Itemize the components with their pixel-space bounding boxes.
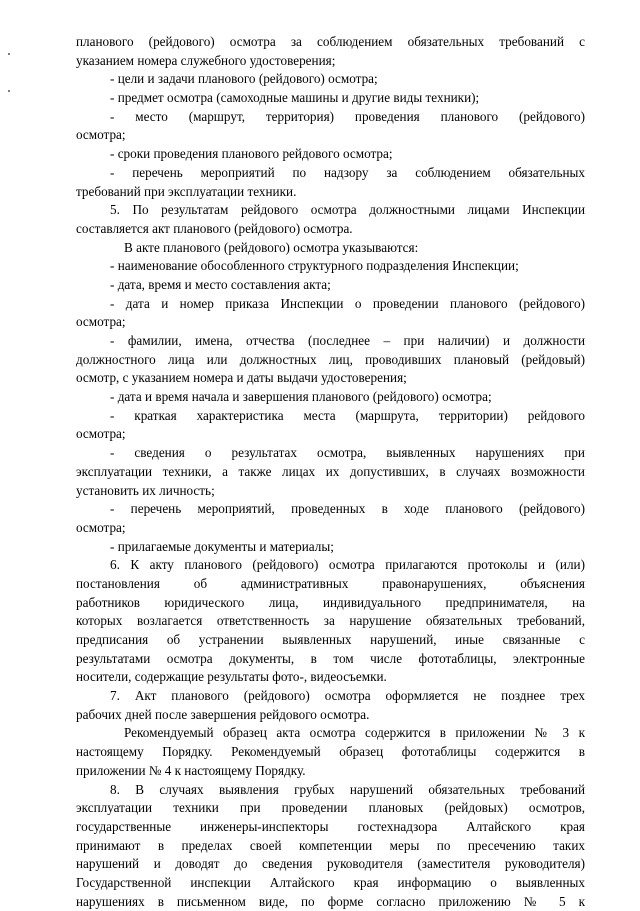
text-line: принимают в пределах своей компетенции меры по пресечению таких (76, 837, 585, 853)
text-line: государственные инженеры-инспекторы гостехнадзора Алтайского края (76, 818, 585, 834)
list-item: - цели и задачи планового (рейдового) осмотра; (110, 71, 378, 87)
list-item: - сроки проведения планового рейдового осмотра; (110, 146, 393, 162)
paragraph-start: 8. В случаях выявления грубых нарушений обязательных требований (110, 781, 585, 797)
text-line: нарушениях в письменном виде, по форме согласно приложению № 5 к (76, 893, 585, 909)
paragraph-start: 7. Акт планового (рейдового) осмотра оформляется не позднее трех (110, 688, 585, 704)
text-line: требований при эксплуатации техники. (76, 183, 297, 199)
paragraph-start: 5. По результатам рейдового осмотра должностными лицами Инспекции (110, 202, 585, 218)
text-line: результатами осмотра документы, в том числе фототаблицы, электронные (76, 650, 585, 666)
list-item: - наименование обособленного структурного подразделения Инспекции; (110, 258, 519, 274)
text-line: составляется акт планового (рейдового) осмотра. (76, 220, 353, 236)
margin-mark-bottom (8, 90, 10, 92)
text-line: установить их личность; (76, 482, 215, 498)
list-item: - перечень мероприятий, проведенных в ходе планового (рейдового) (110, 501, 585, 517)
margin-mark-top (8, 53, 10, 55)
text-line: указанием номера служебного удостоверения; (76, 52, 336, 68)
text-line: осмотра; (76, 127, 126, 143)
list-item: - прилагаемые документы и материалы; (110, 538, 334, 554)
text-line: осмотр, с указанием номера и даты выдачи удостоверения; (76, 370, 407, 386)
text-line: осмотра; (76, 314, 126, 330)
paragraph-start: 6. К акту планового (рейдового) осмотра прилагаются протоколы и (или) (110, 557, 585, 573)
text-line: эксплуатации техники при проведении плановых (рейдовых) осмотров, (76, 800, 585, 816)
list-item: - фамилии, имена, отчества (последнее – при наличии) и должности (110, 333, 585, 348)
list-item: - дата и номер приказа Инспекции о проведении планового (рейдового) (110, 295, 585, 311)
text-line: носители, содержащие результаты фото-, видеосъемки. (76, 669, 387, 685)
list-item: - дата, время и место составления акта; (110, 276, 331, 292)
paragraph-start: Рекомендуемый образец акта осмотра содержится в приложении № 3 к (124, 725, 585, 741)
text-line: нарушений и доводят до сведения руководителя (заместителя руководителя) (76, 856, 585, 872)
text-line: эксплуатации техники, а также лицах их допустивших, в случаях возможности (76, 463, 585, 479)
text-line: должностного лица или должностных лиц, проводивших плановый (рейдовый) (76, 351, 585, 367)
list-item: - перечень мероприятий по надзору за соблюдением обязательных (110, 164, 585, 180)
text-line: постановления об административных правонарушениях, объяснения (76, 575, 585, 591)
list-item: - краткая характеристика места (маршрута, территории) рейдового (110, 407, 585, 423)
text-line: работников юридического лица, индивидуального предпринимателя, на (76, 594, 585, 610)
text-line: Государственной инспекции Алтайского края информацию о выявленных (76, 874, 585, 890)
paragraph-start: В акте планового (рейдового) осмотра указываются: (124, 239, 419, 255)
list-item: - дата и время начала и завершения планового (рейдового) осмотра; (110, 389, 492, 405)
text-line: осмотра; (76, 519, 126, 535)
list-item: - место (маршрут, территория) проведения планового (рейдового) (110, 108, 585, 124)
text-line: которых возлагается ответственность за нарушение обязательных требований, (76, 613, 585, 629)
list-item: - сведения о результатах осмотра, выявленных нарушениях при (110, 445, 585, 461)
text-line: рабочих дней после завершения рейдового осмотра. (76, 706, 370, 722)
text-line: настоящему Порядку. Рекомендуемый образец фототаблицы содержится в (76, 744, 585, 760)
text-line: планового (рейдового) осмотра за соблюдением обязательных требований с (76, 34, 585, 49)
text-line: приложении № 4 к настоящему Порядку. (76, 762, 306, 778)
document-page (76, 33, 585, 911)
list-item: - предмет осмотра (самоходные машины и другие виды техники); (110, 90, 480, 106)
text-line: осмотра; (76, 426, 126, 442)
text-line: предписания об устранении выявленных нарушений, иные связанные с (76, 632, 585, 647)
